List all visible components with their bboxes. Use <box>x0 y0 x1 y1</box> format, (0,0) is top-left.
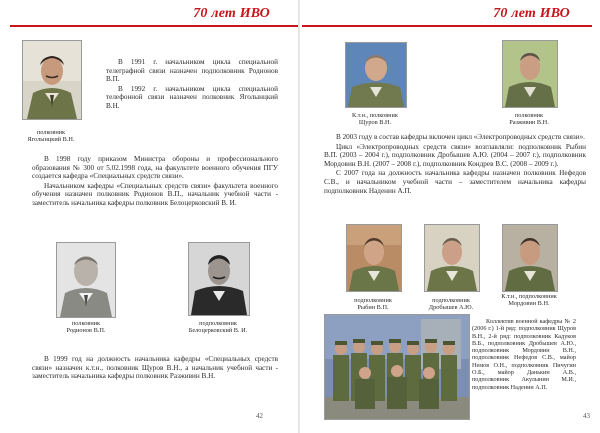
caption-name: Белоцерковский В. И. <box>188 327 248 335</box>
header-title-right: 70 лет ИВО <box>493 6 570 21</box>
caption-name: Яголынцкий В.Н. <box>27 136 75 144</box>
caption-rank: полковник <box>514 112 544 119</box>
caption-name: Щуров В.Н. <box>358 119 392 127</box>
photo-drobyshev <box>424 224 480 292</box>
paragraph-line: В 1998 году приказом Министра обороны и профессионального образования № 300 от 5.02.1998 года, на факультете военного обучения ПГУ создается кафедра «Специальных средств связи». <box>32 155 278 181</box>
header-title-left: 70 лет ИВО <box>193 6 270 21</box>
paragraph-line: С 2007 года на должность начальника кафедры назначен полковник Нефедов С.В., и начальником учебной части – заместителем начальника кафедры подполковник Наденин А.П. <box>324 169 586 195</box>
caption-rank: полковник <box>71 320 101 327</box>
photo-razzhivin <box>502 40 558 108</box>
paragraph-line: Начальником кафедры «Специальных средств связи» факультета военного обучения назначен полковник Родионов В.П., начальник учебной части - заместитель начальника кафедры полковник Белоцерковский В. И. <box>32 181 278 207</box>
paragraph-2003-2007 <box>324 133 586 196</box>
caption-rank: подполковник <box>199 320 237 327</box>
header-rule-right <box>302 25 592 27</box>
header-rule-left <box>10 25 298 27</box>
photo-shchurov-caption <box>335 112 415 127</box>
caption-rank: К.т.н., подполковник <box>501 293 557 300</box>
photo-belotserkovsky-caption <box>168 320 268 335</box>
paragraph-1999 <box>32 355 278 382</box>
page-number-left: 42 <box>256 412 263 420</box>
paragraph-line: В 1992 г. начальником цикла специальной телефонной связи назначен полковник Яголынцкий В.Н. <box>106 84 278 110</box>
page-number-right: 43 <box>583 412 590 420</box>
photo-mordovin-caption <box>488 293 570 308</box>
photo-razzhivin-caption <box>490 112 568 127</box>
photo-drobyshev-caption <box>412 297 490 312</box>
photo-rodionov <box>56 242 116 318</box>
caption-name: Дробышев А.Ю. <box>428 304 474 312</box>
paragraph-line: В 1991 г. начальником цикла специальной телеграфной связи назначен подполковник Родионов В.П. <box>106 58 278 84</box>
group-photo-caption: Коллектив военной кафедры № 2 (2006 г.) 1-й ряд: подполковник Щуров В.Н., 2-й ряд: подполковник Кадуков В.Б., подполковник Дробышев А.Ю., подполковник Мордовин В.Н., подполковник Нефедов С.В., майор Немов О.Н., подполковник Пичугин О.Б., майор Данькин А.В., подполковник Акулынин М.И., подполковник Наденин А.П. <box>472 318 576 391</box>
paragraph-line: В 1999 год на должность начальника кафедры «Специальных средств связи» назначен к.т.н., полковник Щуров В.Н., а начальник учебной части - заместитель начальника кафедры полковник Разживин В.Н. <box>32 355 278 381</box>
caption-rank: полковник <box>36 129 66 136</box>
group-photo <box>324 314 470 420</box>
photo-belotserkovsky <box>188 242 250 316</box>
paragraph-line: Цикл «Электропроводных средств связи» возглавляли: подполковник Рыбин В.П. (2003 – 2004 г.), подполковник Дробышев А.Ю. (2004 – 2007 г.), подполковник Мордовин В.Н. (2007 – 2008 г.), подполковник Кондрев В.С. (2008 – 2009 г.). <box>324 142 586 168</box>
photo-rodionov-caption <box>46 320 126 335</box>
caption-rank: подполковник <box>354 297 392 304</box>
caption-name: Рыбин В.П. <box>357 304 389 312</box>
paragraph-line: В 2003 году в состав кафедры включен цикл «Электропроводных средств связи». <box>336 133 585 141</box>
photo-rybin <box>346 224 402 292</box>
caption-rank: подполковник <box>432 297 470 304</box>
paragraph-1998 <box>32 155 278 209</box>
page-right <box>300 0 600 433</box>
photo-rybin-caption <box>334 297 412 312</box>
caption-name: Разживин В.Н. <box>509 119 549 127</box>
caption-rank: К.т.н., полковник <box>352 112 398 119</box>
photo-shchurov <box>345 42 407 108</box>
caption-name: Родионов В.П. <box>66 327 106 335</box>
portrait-yagolyntsky <box>22 40 82 120</box>
caption-name: Мордовин В.Н. <box>508 300 550 308</box>
photo-mordovin <box>502 224 558 292</box>
paragraph-1991-1992 <box>106 58 278 112</box>
portrait-yagolyntsky-caption <box>12 129 90 144</box>
